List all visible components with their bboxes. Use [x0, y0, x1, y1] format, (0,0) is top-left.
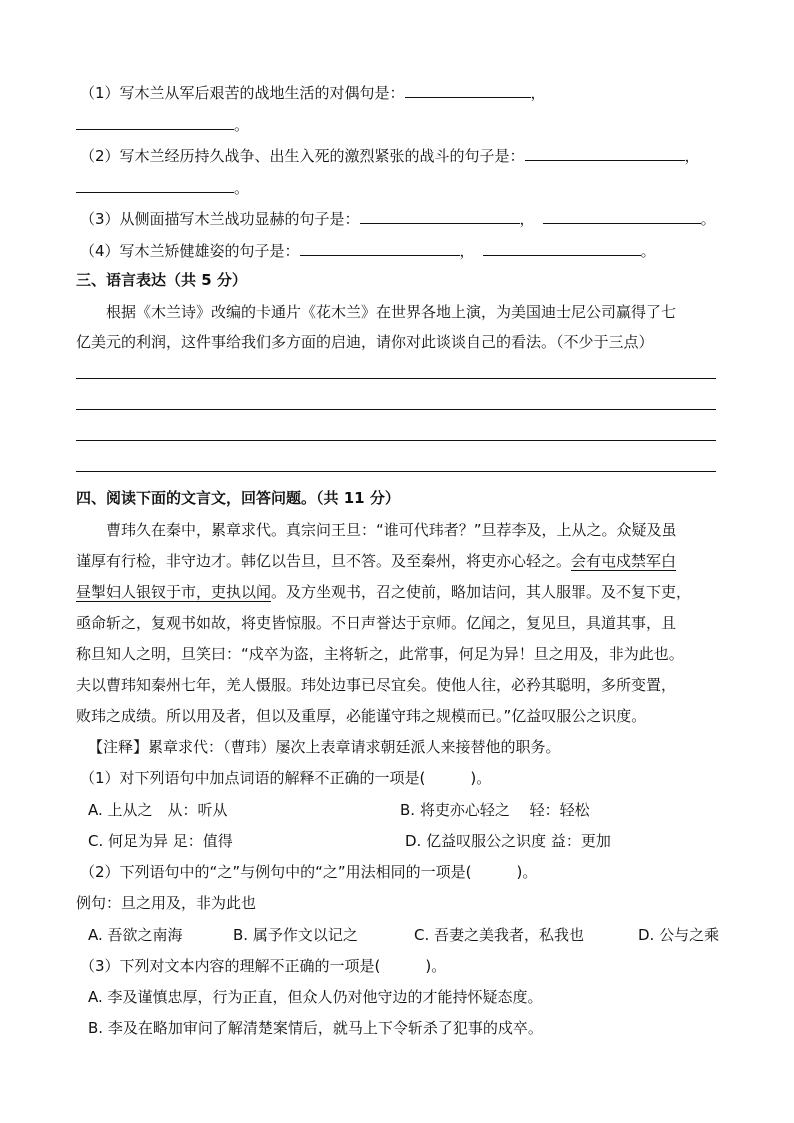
- question-label: （1）写木兰从军后艰苦的战地生活的对偶句是：: [80, 84, 405, 102]
- option-d[interactable]: D. 亿益叹服公之识度 益：更加: [405, 832, 611, 850]
- option-c[interactable]: C. 何足为异 足：值得: [88, 832, 233, 850]
- fill-question-4: （4）写木兰矫健雄姿的句子是： ， 。: [80, 242, 656, 260]
- passage-line: 曹玮久在秦中，累章求代。真宗问王旦：“谁可代玮者？”旦荐李及，上从之。众疑及虽: [106, 521, 677, 539]
- passage-line: 夫以曹玮知秦州七年，羌人慑服。玮处边事已尽宜矣。使他人往，必矜其聪明，多所变置，: [76, 676, 677, 694]
- answer-line[interactable]: [76, 440, 716, 441]
- passage-line: 亟命斩之，复观书如故，将吏皆惊服。不日声誉达于京师。亿闻之，复见旦，具道其事，且: [76, 614, 677, 632]
- option-c[interactable]: C. 吾妻之美我者，私我也: [414, 926, 585, 944]
- question-label: （3）从侧面描写木兰战功显赫的句子是：: [80, 210, 360, 228]
- option-d[interactable]: D. 公与之乘: [638, 926, 720, 944]
- option-a[interactable]: A. 上从之 从：听从: [88, 801, 228, 819]
- section-3-title: 三、语言表达（共 5 分）: [76, 271, 247, 289]
- answer-blank[interactable]: [76, 177, 234, 193]
- example-sentence: 例句：旦之用及，非为此也: [76, 894, 257, 912]
- answer-blank[interactable]: [483, 240, 641, 256]
- section-3-prompt-line-2: 亿美元的利润，这件事给我们多方面的启迪，请你对此谈谈自己的看法。（不少于三点）: [76, 333, 654, 351]
- section-3-prompt-line-1: 根据《木兰诗》改编的卡通片《花木兰》在世界各地上演，为美国迪士尼公司赢得了七: [106, 303, 677, 321]
- fill-question-1: （1）写木兰从军后艰苦的战地生活的对偶句是： ，: [80, 84, 546, 102]
- fill-question-3: （3）从侧面描写木兰战功显赫的句子是： ， 。: [80, 210, 716, 228]
- annotation-note: 【注释】累章求代：（曹玮）屡次上表章请求朝廷派人来接替他的职务。: [88, 738, 561, 756]
- option-a[interactable]: A. 吾欲之南海: [88, 926, 183, 944]
- answer-blank[interactable]: [543, 208, 701, 224]
- question-3-stem: （3）下列对文本内容的理解不正确的一项是( )。: [80, 957, 447, 975]
- question-label: （2）写木兰经历持久战争、出生入死的激烈紧张的战斗的句子是：: [80, 147, 525, 165]
- answer-line[interactable]: [76, 378, 716, 379]
- question-label: （4）写木兰矫健雄姿的句子是：: [80, 242, 300, 260]
- section-4-title: 四、阅读下面的文言文，回答问题。（共 11 分）: [76, 489, 400, 507]
- passage-line: 昼掣妇人银钗于市，吏执以闻。及方坐观书，召之使前，略加诘问，其人服罪。及不复下吏，: [76, 583, 692, 601]
- option-b[interactable]: B. 属予作文以记之: [233, 926, 358, 944]
- option-b[interactable]: B. 将吏亦心轻之 轻：轻松: [400, 801, 590, 819]
- underlined-sentence: 昼掣妇人银钗于市，吏执以闻: [76, 583, 272, 601]
- underlined-sentence: 会有屯戍禁军白: [571, 552, 677, 570]
- passage-line: 称旦知人之明，旦笑曰：“戍卒为盗，主将斩之，此常事，何足为异！旦之用及，非为此也。: [76, 645, 684, 663]
- answer-blank[interactable]: [300, 240, 460, 256]
- answer-blank[interactable]: [525, 145, 685, 161]
- passage-line: 谨厚有行检，非守边才。韩亿以告旦，旦不答。及至秦州，将吏亦心轻之。会有屯戍禁军白: [76, 552, 677, 570]
- question-1-stem: （1）对下列语句中加点词语的解释不正确的一项是( )。: [80, 769, 492, 787]
- question-2-stem: （2）下列语句中的“之”与例句中的“之”用法相同的一项是( )。: [80, 863, 538, 881]
- answer-blank[interactable]: [405, 82, 531, 98]
- passage-line: 败玮之成绩。所以用及者，但以及重厚，必能谨守玮之规模而已。”亿益叹服公之识度。: [76, 707, 647, 725]
- fill-question-2: （2）写木兰经历持久战争、出生入死的激烈紧张的战斗的句子是： ，: [80, 147, 700, 165]
- answer-line[interactable]: [76, 409, 716, 410]
- fill-question-1-cont: 。: [76, 114, 249, 134]
- answer-blank[interactable]: [360, 208, 520, 224]
- answer-blank[interactable]: [76, 114, 234, 130]
- answer-line[interactable]: [76, 471, 716, 472]
- option-a[interactable]: A. 李及谨慎忠厚，行为正直，但众人仍对他守边的才能持怀疑态度。: [88, 988, 543, 1006]
- fill-question-2-cont: 。: [76, 177, 249, 197]
- option-b[interactable]: B. 李及在略加审问了解清楚案情后，就马上下令斩杀了犯事的戍卒。: [88, 1019, 543, 1037]
